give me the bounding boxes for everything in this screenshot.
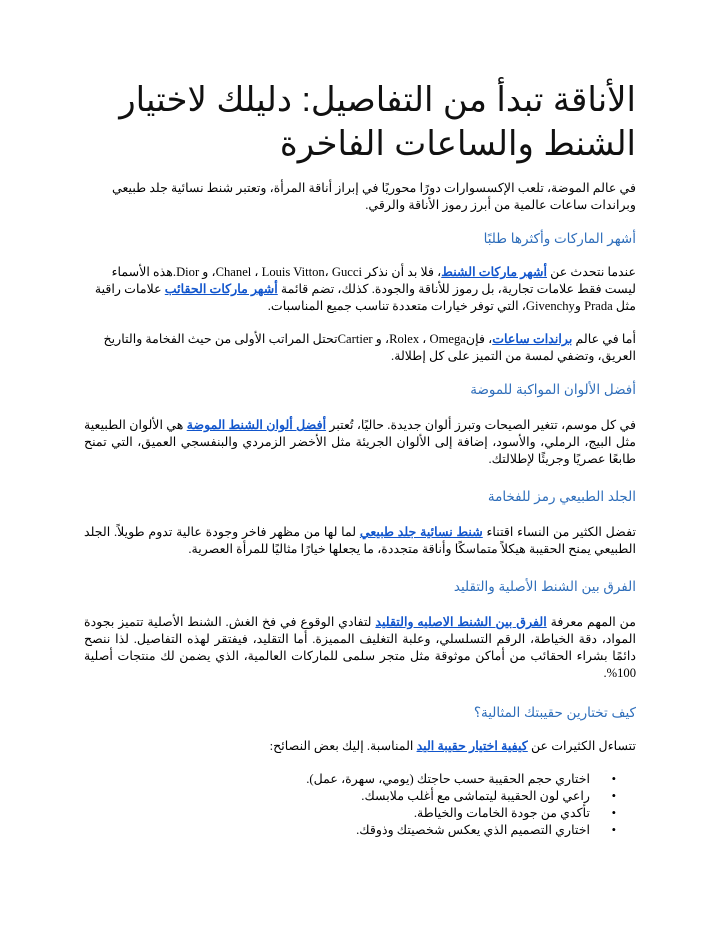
- tip-text: اختاري التصميم الذي يعكس شخصيتك وذوقك.: [356, 823, 590, 837]
- bullet-icon: •: [611, 789, 616, 803]
- tip-text: راعي لون الحقيبة ليتماشى مع أغلب ملابسك.: [361, 789, 590, 803]
- bullet-icon: •: [611, 772, 616, 786]
- tips-list: [84, 771, 636, 839]
- text-segment: من المهم معرفة: [546, 615, 637, 629]
- choose-bag-paragraph: [84, 738, 636, 755]
- brand-names: Rolex ، Omega، و Cartier: [337, 332, 466, 346]
- link-watch-brands[interactable]: براندات ساعات: [492, 332, 573, 346]
- list-item: [84, 771, 616, 788]
- link-genuine-leather-bags[interactable]: شنط نسائية جلد طبيعي: [359, 525, 483, 539]
- leather-paragraph: [84, 524, 636, 558]
- list-item: [84, 788, 616, 805]
- page-title: الأناقة تبدأ من التفاصيل: دليلك لاختيار الشنط والساعات الفاخرة: [119, 81, 636, 163]
- text-segment: المناسبة. إليك بعض النصائح:: [269, 739, 417, 753]
- text-segment: لما لها من مظهر فاخر وجودة عالية تدوم طويلاً. الجلد الطبيعي يمنح الحقيبة هيكلاً متماسكًا وأناقة متجددة، ما يجعلها خيارًا مثاليًا للمرأة العصرية.: [84, 525, 636, 556]
- text-segment: تفضل الكثير من النساء اقتناء: [482, 525, 636, 539]
- section-heading-original-vs-fake: الفرق بين الشنط الأصلية والتقليد: [453, 579, 636, 594]
- brand-names: Chanel ، Louis Vitton، Gucci، و Dior.: [172, 265, 362, 279]
- link-famous-bag-brands[interactable]: أشهر ماركات الشنط: [441, 265, 548, 279]
- list-item: [84, 822, 616, 839]
- text-segment: عندما نتحدث عن: [547, 265, 636, 279]
- text-segment: هي الألوان الطبيعية مثل البيج، الرملي، والأسود، إضافة إلى الألوان الجريئة مثل الأخضر الزمردي والبنفسجي العميق، التي تمنح طابعًا عصريًا وجريئًا لإطلالتك.: [84, 418, 636, 466]
- link-best-bag-colors[interactable]: أفضل ألوان الشنط الموضة: [186, 418, 327, 432]
- list-item: [84, 805, 616, 822]
- text-segment: ، فإن: [465, 332, 493, 346]
- link-famous-handbag-brands[interactable]: أشهر ماركات الحقائب: [164, 282, 278, 296]
- text-segment: لتفادي الوقوع في فخ الغش. الشنط الأصلية تتميز بجودة المواد، دقة الخياطة، الرقم التسلسلي، وعلبة التغليف المميزة. أما التقليد، فيفتقر لهذه التفاصيل. لذا ننصح دائمًا بشراء الحقائب من أماكن موثوقة مثل متجر سلمى للماركات العالمية، الذي يضمن لك منتجات أصلية 100%.: [84, 615, 636, 680]
- link-how-to-choose-handbag[interactable]: كيفية اختيار حقيبة اليد: [416, 739, 528, 753]
- tip-text: تأكدي من جودة الخامات والخياطة.: [413, 806, 590, 820]
- text-segment: ، فلا بد أن نذكر: [365, 265, 442, 279]
- popular-brands-paragraph-2: [84, 331, 636, 365]
- section-heading-leather: الجلد الطبيعي رمز للفخامة: [487, 489, 636, 504]
- intro-paragraph: في عالم الموضة، تلعب الإكسسوارات دورًا محوريًا في إبراز أناقة المرأة، وتعتبر شنط نسائية جلد طبيعي وبراندات ساعات عالمية من أبرز رموز الأناقة والرقي.: [111, 181, 636, 212]
- text-segment: علامات راقية مثل Prada وGivenchy، التي توفر خيارات متعددة تناسب جميع المناسبات.: [94, 282, 636, 313]
- text-segment: هذه الأسماء ليست فقط علامات تجارية، بل رموز للأناقة والجودة. كذلك، تضم قائمة: [111, 265, 636, 296]
- text-segment: في كل موسم، تتغير الصيحات وتبرز ألوان جديدة. حاليًا، تُعتبر: [326, 418, 636, 432]
- link-original-vs-fake[interactable]: الفرق بين الشنط الاصليه والتقليد: [375, 615, 547, 629]
- colors-paragraph: [84, 417, 636, 468]
- tip-text: اختاري حجم الحقيبة حسب حاجتك (يومي، سهرة، عمل).: [306, 772, 590, 786]
- bullet-icon: •: [611, 806, 616, 820]
- original-vs-fake-paragraph: [84, 614, 636, 682]
- section-heading-colors: أفضل الألوان المواكبة للموضة: [470, 382, 636, 397]
- section-heading-choose-bag: كيف تختارين حقيبتك المثالية؟: [473, 705, 636, 720]
- popular-brands-paragraph-1: [84, 264, 636, 315]
- bullet-icon: •: [611, 823, 616, 837]
- text-segment: أما في عالم: [572, 332, 636, 346]
- text-segment: تحتل المراتب الأولى من حيث الفخامة والتاريخ العريق، وتضفي لمسة من التميز على كل إطلالة.: [103, 332, 636, 363]
- text-segment: تتساءل الكثيرات عن: [527, 739, 636, 753]
- section-heading-popular-brands: أشهر الماركات وأكثرها طلبًا: [483, 231, 636, 246]
